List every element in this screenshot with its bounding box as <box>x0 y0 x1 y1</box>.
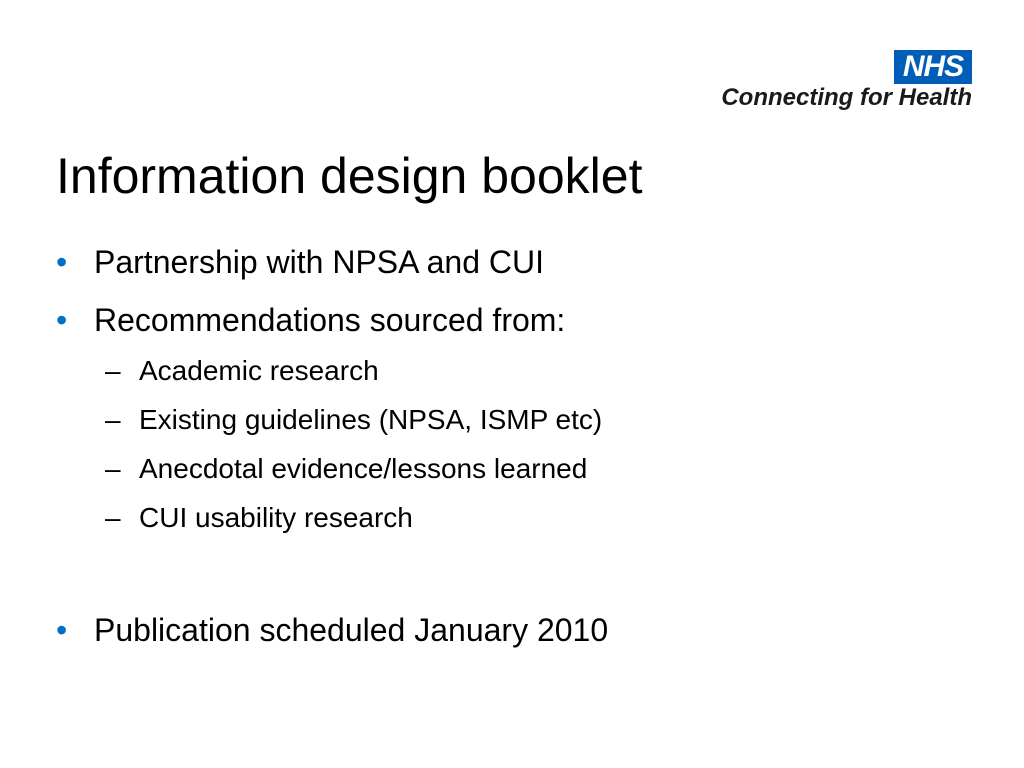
logo-tagline: Connecting for Health <box>721 84 972 111</box>
dash-icon: – <box>105 404 121 435</box>
sub-bullet-text: Existing guidelines (NPSA, ISMP etc) <box>139 404 603 435</box>
sub-bullet-text: CUI usability research <box>139 502 413 533</box>
sub-bullet-item <box>105 403 602 437</box>
sub-bullet-item <box>105 354 379 388</box>
sub-bullet-text: Academic research <box>139 355 379 386</box>
slide-title: Information design booklet <box>56 148 643 204</box>
dash-icon: – <box>105 453 121 484</box>
bullet-item <box>56 242 544 282</box>
bullet-dot-icon: • <box>56 244 68 280</box>
bullet-text: Publication scheduled January 2010 <box>94 612 609 648</box>
dash-icon: – <box>105 502 121 533</box>
bullet-item <box>56 610 608 650</box>
sub-bullet-text: Anecdotal evidence/lessons learned <box>139 453 588 484</box>
nhs-cfh-logo <box>700 50 972 114</box>
bullet-text: Partnership with NPSA and CUI <box>94 244 544 280</box>
nhs-logo-box: NHS <box>894 50 972 84</box>
bullet-item <box>56 300 565 340</box>
sub-bullet-item <box>105 452 587 486</box>
bullet-text: Recommendations sourced from: <box>94 302 566 338</box>
bullet-dot-icon: • <box>56 612 68 648</box>
dash-icon: – <box>105 355 121 386</box>
sub-bullet-item <box>105 501 413 535</box>
bullet-dot-icon: • <box>56 302 68 338</box>
